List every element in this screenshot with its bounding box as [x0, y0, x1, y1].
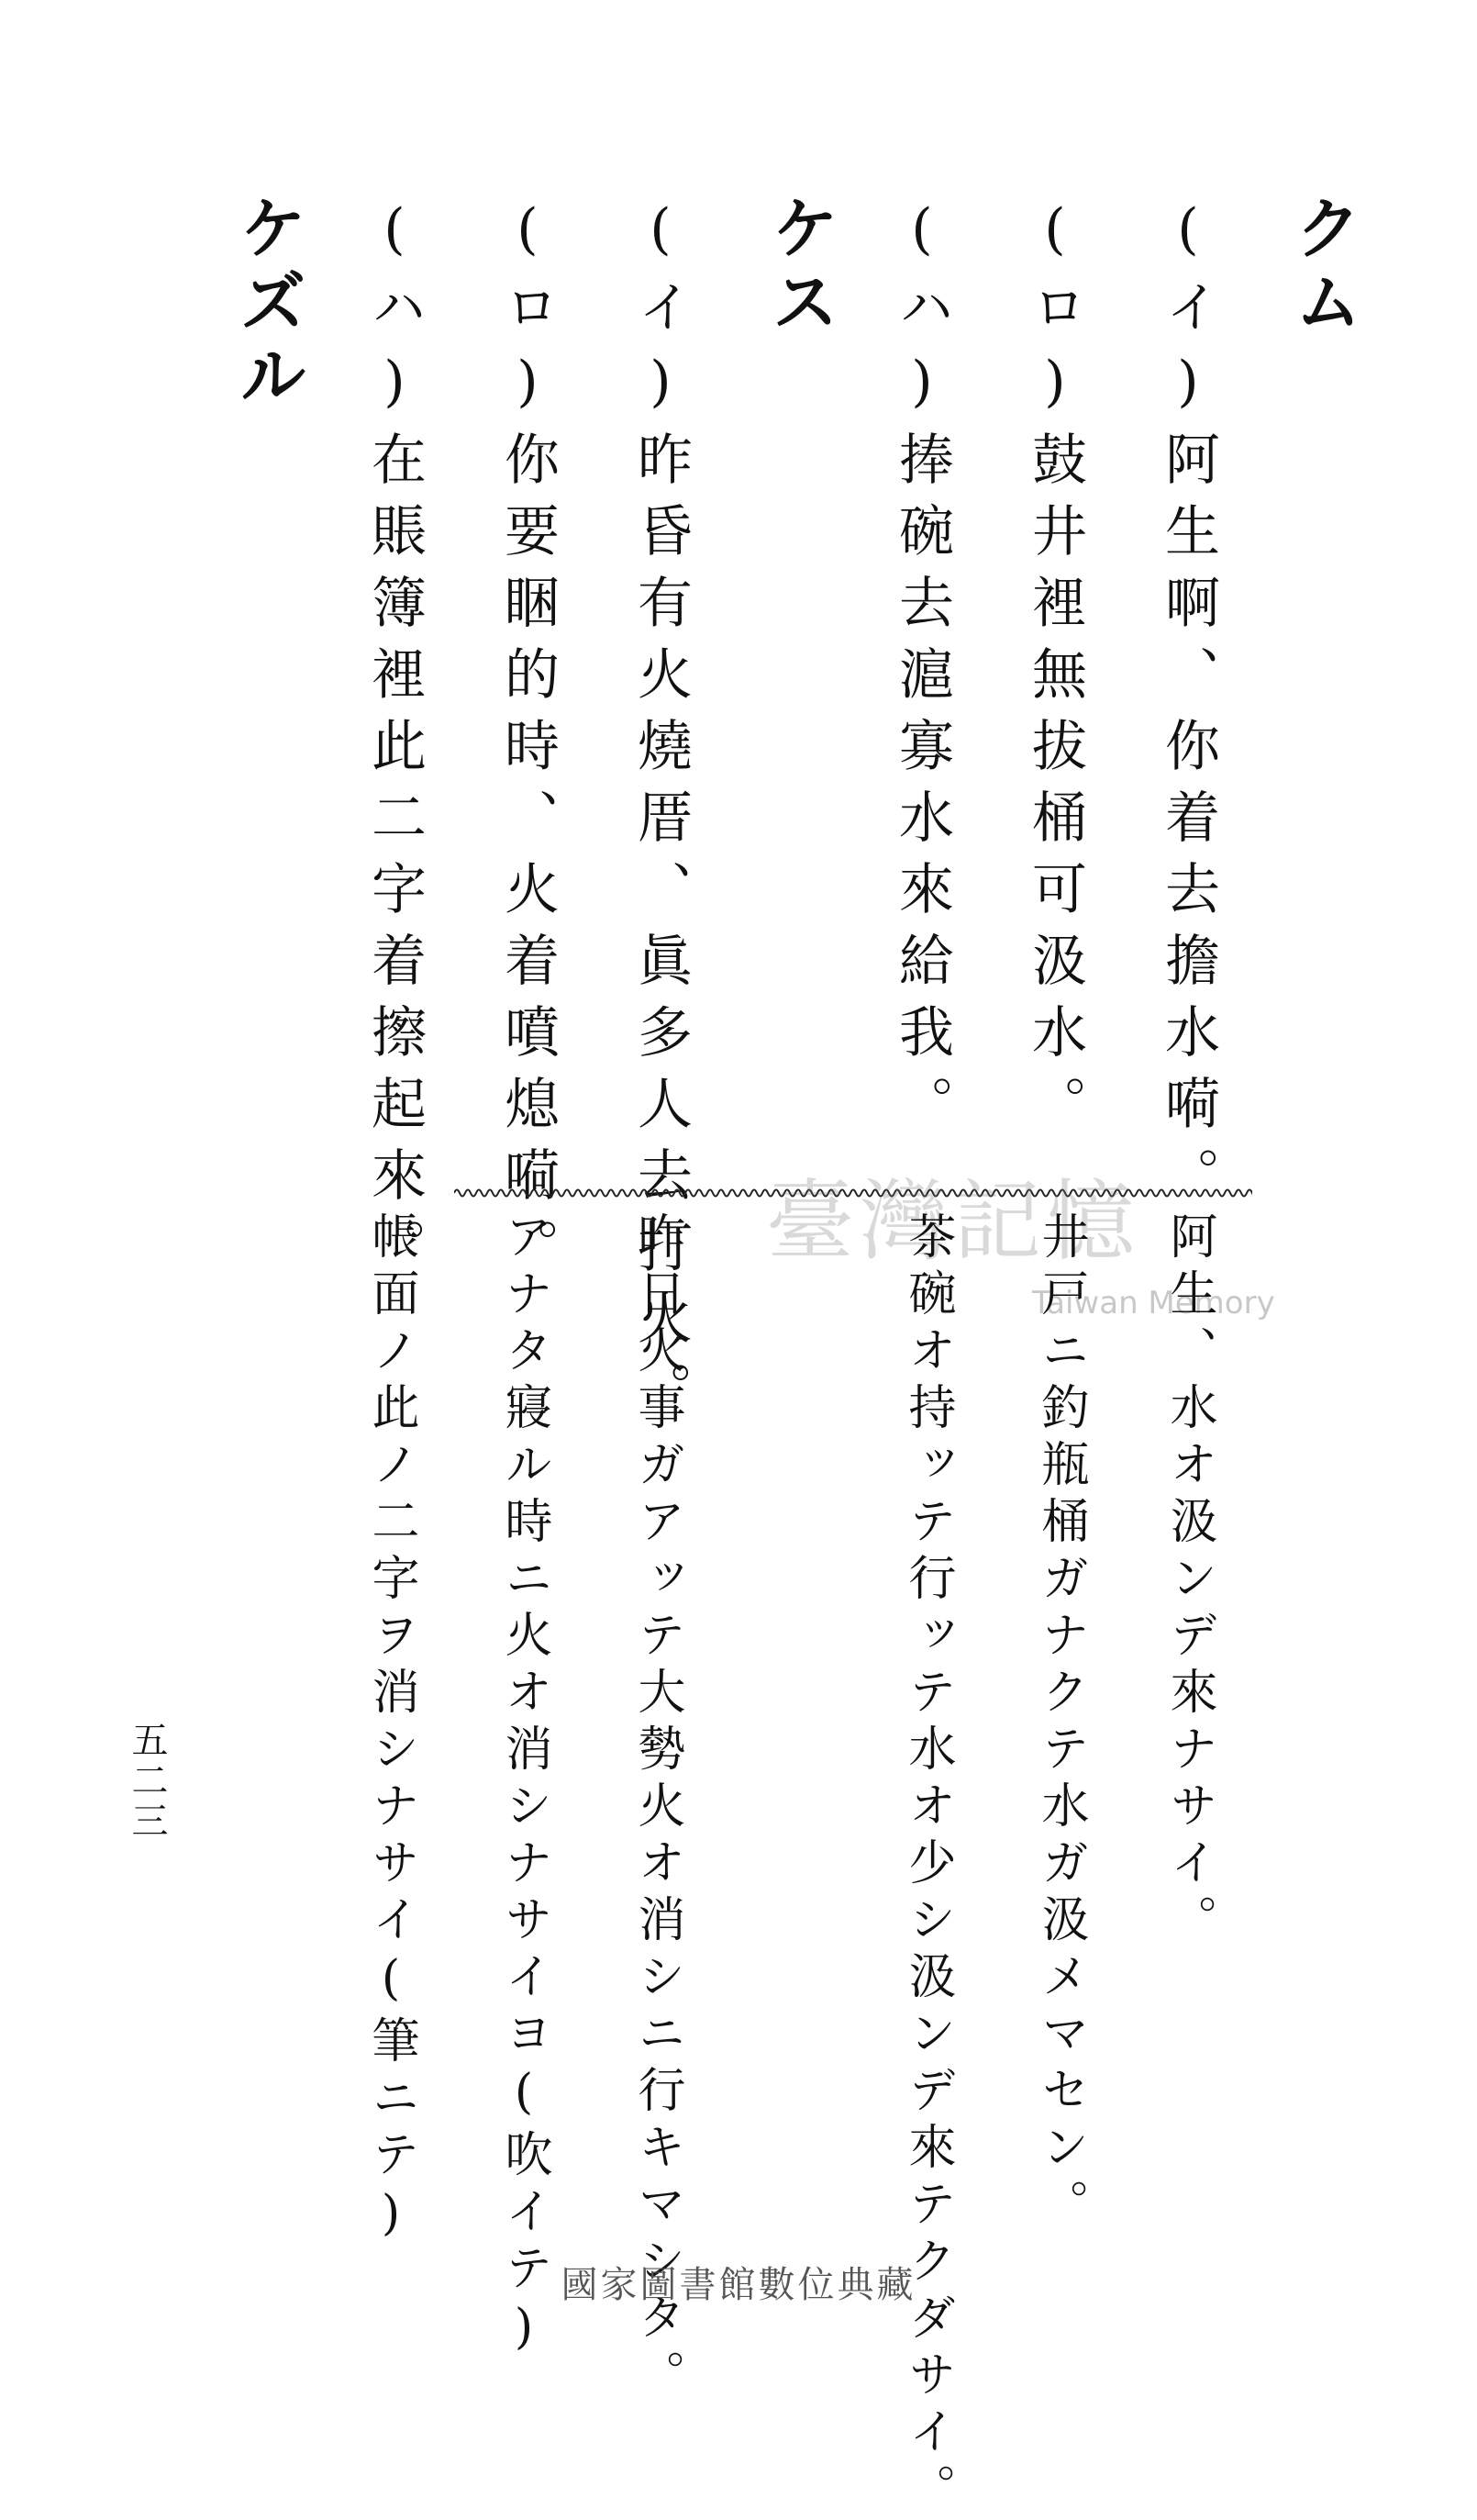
japanese-line-5: アナタ寢ル時ニ火オ消シナサイヨ(吹イテ): [496, 1211, 551, 2364]
chinese-line-kumu-ha: (ハ)捧碗去滬寡水來給我。: [890, 197, 954, 1146]
japanese-line-4: 昨日火事ガアッテ大勢火オ消シニ行キマシタ。: [629, 1211, 684, 2406]
section-head-kumu: クム: [1283, 193, 1362, 340]
section-head-kezuru: ケズル: [228, 193, 307, 413]
chinese-line-kezuru-ha: (ハ)在賬簿裡此二字着擦起來。: [362, 197, 427, 1289]
chinese-line-kumu-ro: (ロ)鼓井裡無拔桶可汲水。: [1023, 197, 1087, 1146]
japanese-line-1: 阿生、水オ汲ンデ來ナサイ。: [1161, 1211, 1216, 1951]
watermark-chinese: 臺灣記憶: [766, 1170, 1140, 1273]
japanese-line-3: 茶碗オ持ッテ行ッテ水オ少シ汲ンデ來テクダサイ。: [900, 1211, 955, 2520]
watermark-english: Taiwan Memory: [1032, 1285, 1275, 1321]
chinese-line-kumu-i: (イ)阿生啊、你着去擔水嗬。: [1156, 197, 1220, 1218]
chinese-line-kesu-ro: (ロ)你要睏的時、火着噴熄嗬。: [495, 197, 560, 1289]
section-head-kesu: ケス: [761, 193, 839, 340]
page-number: 五二三: [126, 1721, 168, 1842]
footer-credit: 國家圖書館數位典藏: [561, 2264, 916, 2306]
chinese-line-kesu-i: (イ)昨昏有火燒厝、眞多人去打火。: [628, 197, 693, 1433]
japanese-line-6: 帳面ノ此ノ二字ヲ消シナサイ(筆ニテ): [363, 1211, 418, 2250]
japanese-line-2: 井戸ニ釣瓶桶ガナクテ水ガ汲メマセン。: [1033, 1211, 1088, 2236]
